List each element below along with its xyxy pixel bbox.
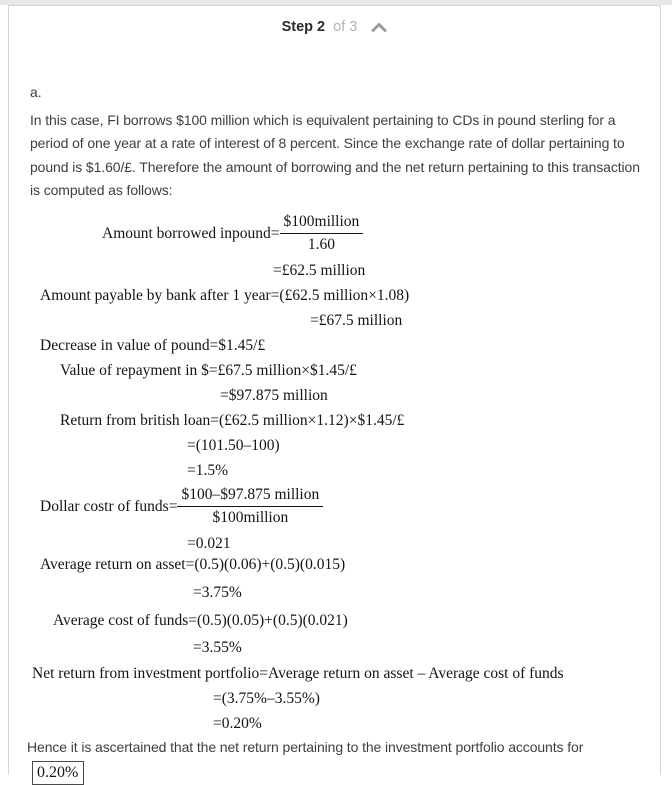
equation-value-repayment: Value of repayment in $=£67.5 million×$1.45/£ xyxy=(60,361,357,379)
equation-result: =0.021 xyxy=(187,534,231,552)
step-header xyxy=(9,6,660,46)
equation-step: =(101.50–100) xyxy=(187,436,280,454)
step-title: Step 2 xyxy=(281,19,326,35)
fraction-denominator: 1.60 xyxy=(307,236,335,254)
chevron-up-icon[interactable] xyxy=(371,21,387,37)
equation-label: Amount borrowed inpound= xyxy=(102,224,280,242)
equation-result: =3.75% xyxy=(193,583,242,601)
equation-step: =(3.75%–3.55%) xyxy=(213,689,320,707)
equation-decrease-pound: Decrease in value of pound=$1.45/£ xyxy=(40,336,266,354)
equation-result: =$97.875 million xyxy=(220,386,328,404)
fraction-numerator: $100–$97.875 million xyxy=(177,485,323,507)
equation-avg-cost: Average cost of funds=(0.5)(0.05)+(0.5)(0.021) xyxy=(53,611,348,629)
step-count: of 3 xyxy=(333,19,358,35)
equation-result: =3.55% xyxy=(193,638,242,656)
equation-amount-payable: Amount payable by bank after 1 year=(£62.5 million×1.08) xyxy=(40,286,410,304)
equation-result: =£62.5 million xyxy=(273,261,366,279)
equation-label: Dollar costr of funds= xyxy=(40,497,178,515)
fraction xyxy=(177,485,323,528)
section-label: a. xyxy=(30,84,42,100)
step-card xyxy=(8,5,661,781)
math-block xyxy=(9,210,660,736)
equation-net-return: Net return from investment portfolio=Average return on asset – Average cost of funds xyxy=(32,664,564,682)
fraction xyxy=(280,212,364,255)
conclusion-text: Hence it is ascertained that the net return pertaining to the investment portfolio accounts for xyxy=(27,738,584,755)
equation-avg-return: Average return on asset=(0.5)(0.06)+(0.5)(0.015) xyxy=(40,555,346,573)
equation-result: =£67.5 million xyxy=(310,311,403,329)
fraction-numerator: $100million xyxy=(280,212,364,234)
fraction-denominator: $100million xyxy=(212,509,289,527)
equation-step: =0.20% xyxy=(213,714,262,732)
equation-step: =1.5% xyxy=(187,461,229,479)
intro-paragraph: In this case, FI borrows $100 million which is equivalent pertaining to CDs in pound sterling for a period of one year at a rate of interest of 8 percent. Since the exchange rate of dollar pertaining to pound is $1.60/£. Therefore the amount of borrowing and the net return pertaining to this transaction is computed as follows: xyxy=(30,112,640,199)
final-answer-box: 0.20% xyxy=(32,761,84,785)
equation-amount-borrowed xyxy=(102,210,660,258)
equation-dollar-cost xyxy=(40,483,660,531)
equation-return-british-loan: Return from british loan=(£62.5 million×1.12)×$1.45/£ xyxy=(60,411,405,429)
